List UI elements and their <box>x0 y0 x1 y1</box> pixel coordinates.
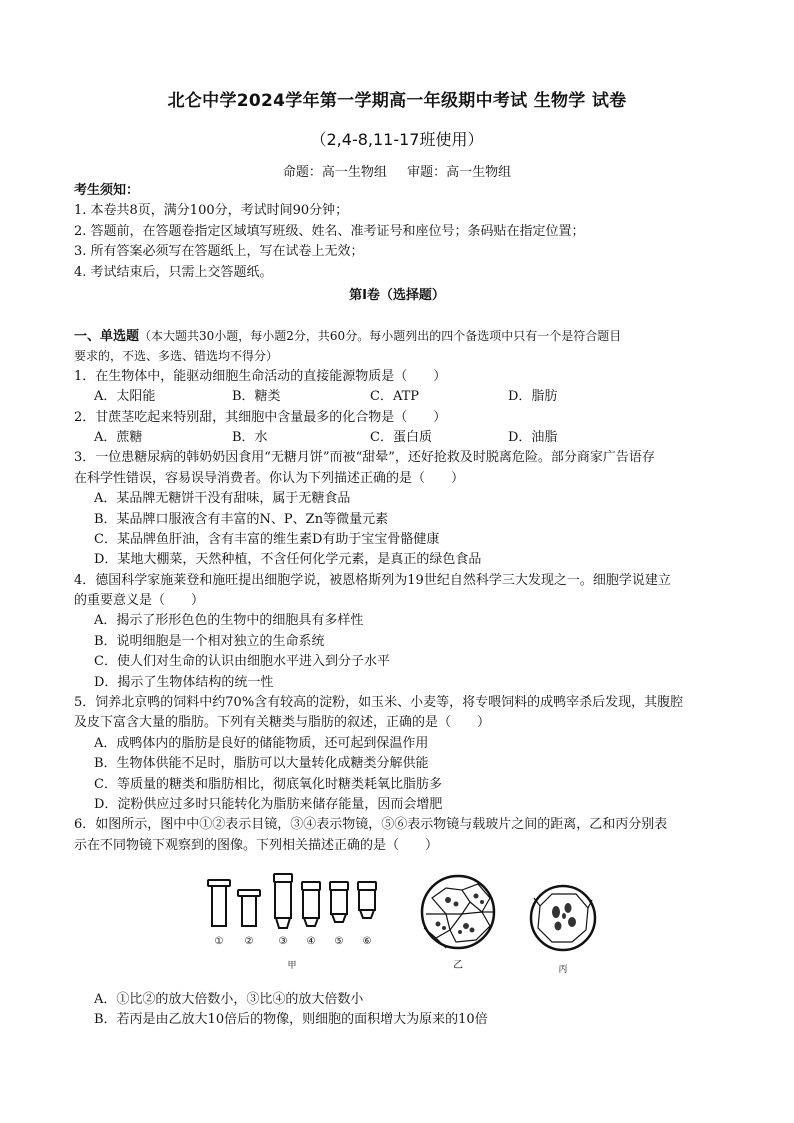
objective-3-icon <box>274 874 292 928</box>
section-title: 第Ⅰ卷（选择题） <box>349 288 445 303</box>
option: A．太阳能 <box>94 389 156 405</box>
question-stem-cont: 示在不同物镜下观察到的图像。下列相关描述正确的是（ ） <box>74 837 439 853</box>
eyepiece-2-icon <box>238 890 260 926</box>
option: D．油脂 <box>508 429 558 445</box>
option: B．说明细胞是一个相对独立的生命系统 <box>94 633 325 649</box>
question-stem: 3．一位患糖尿病的韩奶奶因食用“无糖月饼”而被“甜晕”，还好抢救及时脱离危险。部分商家广告语存 <box>74 450 655 466</box>
lens-label: ③ <box>278 936 288 947</box>
notice-item: 2. 答题前，在答题卷指定区域填写班级、姓名、准考证号和座位号；条码贴在指定位置； <box>74 223 585 239</box>
option: A．揭示了形形色色的生物中的细胞具有多样性 <box>94 613 364 629</box>
option: B．某品牌口服液含有丰富的N、P、Zn等微量元素 <box>94 511 389 527</box>
question-stem-cont: 的重要意义是（ ） <box>74 593 205 609</box>
option: C．使人们对生命的认识由细胞水平进入到分子水平 <box>94 654 390 670</box>
exam-subtitle: （2,4-8,11-17班使用） <box>310 130 484 149</box>
view-yi-icon <box>422 876 494 948</box>
option: C．某品牌鱼肝油，含有丰富的维生素D有助于宝宝骨骼健康 <box>94 531 440 547</box>
option: B．若丙是由乙放大10倍后的物像，则细胞的面积增大为原来的10倍 <box>94 1012 488 1028</box>
notice-item: 3. 所有答案必须写在答题纸上，写在试卷上无效； <box>74 244 364 260</box>
part1-heading: 一、单选题 <box>74 329 140 344</box>
option: A．成鸭体内的脂肪是良好的储能物质，还可起到保温作用 <box>94 735 429 751</box>
lens-label: ② <box>244 936 254 947</box>
option: D．某地大棚菜，天然种植，不含任何化学元素，是真正的绿色食品 <box>94 552 482 568</box>
question-stem-cont: 在科学性错误，容易误导消费者。你认为下列描述正确的是（ ） <box>74 470 465 486</box>
label-yi: 乙 <box>453 960 463 971</box>
option: B．生物体供能不足时，脂肪可以大量转化成糖类分解供能 <box>94 756 429 772</box>
question-stem: 6．如图所示，图中中①②表示目镜，③④表示物镜，⑤⑥表示物镜与载玻片之间的距离，乙和丙分别表 <box>74 817 668 833</box>
question-stem-cont: 及皮下富含大量的脂肪。下列有关糖类与脂肪的叙述，正确的是（ ） <box>74 715 491 731</box>
option: D．揭示了生物体结构的统一性 <box>94 674 274 690</box>
objective-4-icon <box>302 882 320 926</box>
exam-title: 北仑中学2024学年第一学期高一年级期中考试 生物学 试卷 <box>167 91 627 111</box>
option: D．脂肪 <box>508 389 558 405</box>
notice-item: 1. 本卷共8页，满分100分，考试时间90分钟； <box>74 203 349 219</box>
lens-label: ⑥ <box>362 936 372 947</box>
option: B．糖类 <box>232 389 281 405</box>
option: C．蛋白质 <box>370 429 432 445</box>
part1-instruction-cont: 要求的，不选、多选、错选均不得分） <box>74 349 279 364</box>
option: A．某品牌无糖饼干没有甜味，属于无糖食品 <box>94 491 351 507</box>
q6-options <box>74 990 734 1031</box>
options-row <box>74 387 734 407</box>
reviewer: 审题：高一生物组 <box>407 165 512 180</box>
option: A．蔗糖 <box>94 429 143 445</box>
label-jia: 甲 <box>287 961 297 971</box>
option: C．ATP <box>370 389 420 405</box>
view-bing-icon <box>531 886 595 950</box>
label-bing: 丙 <box>558 965 568 975</box>
option: D．淀粉供应过多时只能转化为脂肪来储存能量，因而会增肥 <box>94 796 443 812</box>
question-stem: 1．在生物体中，能驱动细胞生命活动的直接能源物质是（ ） <box>74 368 447 384</box>
authors-line <box>0 161 794 180</box>
lens-label: ① <box>214 936 224 947</box>
notice-heading: 考生须知： <box>74 183 140 198</box>
notice-block <box>74 181 734 283</box>
lens-label: ④ <box>306 936 316 947</box>
lens-label: ⑤ <box>334 936 344 947</box>
option: B．水 <box>232 429 268 445</box>
question-stem: 5．饲养北京鸭的饲料中约70%含有较高的淀粉，如玉米、小麦等，将专喂饲料的成鸭宰杀后发现，其腹腔 <box>74 695 684 711</box>
options-row <box>74 428 734 448</box>
question-stem: 4．德国科学家施莱登和施旺提出细胞学说，被恩格斯列为19世纪自然科学三大发现之一。细胞学说建立 <box>74 572 671 588</box>
objective-5-icon <box>330 882 348 922</box>
eyepiece-1-icon <box>208 880 230 926</box>
questions-block <box>74 326 734 856</box>
part1-instruction: （本大题共30小题，每小题2分，共60分。每小题列出的四个备选项中只有一个是符合题目 <box>139 329 622 343</box>
option: C．等质量的糖类和脂肪相比，彻底氧化时糖类耗氧比脂肪多 <box>94 776 442 792</box>
question-stem: 2．甘蔗茎吃起来特别甜，其细胞中含量最多的化合物是（ ） <box>74 409 447 425</box>
microscope-figure <box>200 868 620 978</box>
notice-item: 4. 考试结束后，只需上交答题纸。 <box>74 264 273 280</box>
objective-6-icon <box>358 882 376 918</box>
option: A．①比②的放大倍数小，③比④的放大倍数小 <box>94 992 364 1007</box>
part1-header <box>74 326 734 346</box>
proposer: 命题：高一生物组 <box>282 165 387 180</box>
